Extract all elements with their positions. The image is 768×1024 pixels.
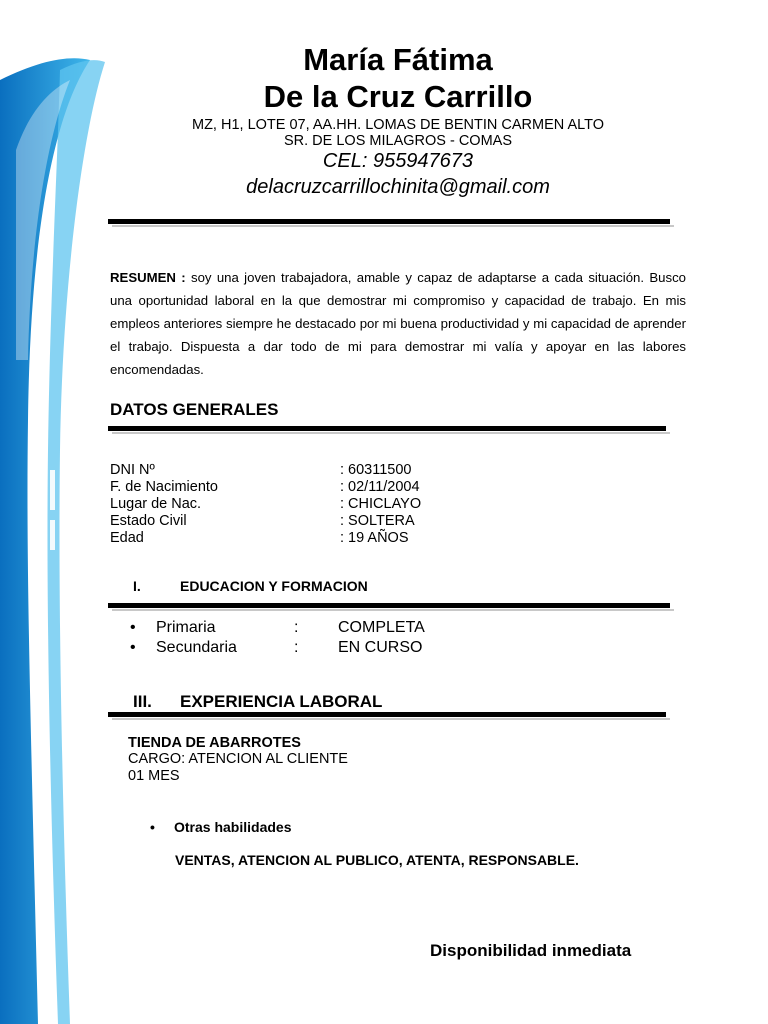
general-value: : SOLTERA (340, 513, 415, 529)
divider-education (108, 603, 670, 608)
general-label: DNI Nº (110, 462, 155, 478)
skills-title: Otras habilidades (174, 819, 292, 835)
general-data-table (110, 462, 510, 547)
education-sep: : (294, 619, 299, 636)
name-last: De la Cruz Carrillo (263, 79, 533, 114)
decorative-swoosh (0, 0, 110, 1024)
section-title-experience: EXPERIENCIA LABORAL (180, 692, 383, 711)
education-sep: : (294, 639, 299, 656)
general-row (110, 513, 510, 530)
summary-paragraph (110, 266, 686, 381)
general-value: : 19 AÑOS (340, 530, 409, 546)
section-number-experience: III. (133, 692, 152, 711)
education-status: EN CURSO (338, 639, 423, 656)
divider-experience (108, 712, 666, 717)
general-label: Edad (110, 530, 144, 546)
skills-list: VENTAS, ATENCION AL PUBLICO, ATENTA, RESPONSABLE. (175, 852, 579, 868)
address-line-2: SR. DE LOS MILAGROS - COMAS (283, 133, 512, 149)
education-level: Secundaria (156, 639, 237, 656)
education-level: Primaria (156, 619, 216, 636)
education-status: COMPLETA (338, 619, 425, 636)
general-value: : 60311500 (340, 462, 412, 478)
general-value: : CHICLAYO (340, 496, 422, 512)
experience-role: CARGO: ATENCION AL CLIENTE (128, 751, 348, 767)
address-line-1: MZ, H1, LOTE 07, AA.HH. LOMAS DE BENTIN CARMEN ALTO (191, 117, 604, 133)
experience-duration: 01 MES (128, 768, 180, 784)
experience-company: TIENDA DE ABARROTES (128, 735, 301, 751)
divider-header (108, 219, 670, 224)
education-item: • Primaria : COMPLETA (130, 619, 425, 636)
summary-text: soy una joven trabajadora, amable y capaz de adaptarse a cada situación. Busco una oportunidad laboral en la que demostrar mi compromiso y capacidad de trabajo. En mis empleos anteriores siempre he destacado por mi buena productividad y mi capacidad de aprender el trabajo. Dispuesta a dar todo de mi para demostrar mi valía y apoyar en las labores encomendadas. (110, 270, 687, 377)
email[interactable]: delacruzcarrillochinita@gmail.com (246, 176, 550, 198)
availability: Disponibilidad inmediata (430, 941, 632, 960)
summary-label: RESUMEN : (110, 270, 186, 285)
education-list (130, 618, 490, 658)
phone: CEL: 955947673 (322, 150, 474, 172)
section-title-education: EDUCACION Y FORMACION (180, 578, 368, 594)
name-first: María Fátima (303, 42, 493, 77)
general-row (110, 530, 510, 547)
section-number-education: I. (133, 578, 141, 594)
skills-heading: • Otras habilidades (150, 819, 292, 835)
general-label: F. de Nacimiento (110, 479, 218, 495)
general-label: Estado Civil (110, 513, 187, 529)
general-value: : 02/11/2004 (340, 479, 420, 495)
general-label: Lugar de Nac. (110, 496, 202, 512)
general-row (110, 479, 510, 496)
education-item: • Secundaria : EN CURSO (130, 639, 423, 656)
divider-general (108, 426, 666, 431)
general-row (110, 462, 510, 479)
section-title-general: DATOS GENERALES (110, 400, 279, 419)
general-row (110, 496, 510, 513)
